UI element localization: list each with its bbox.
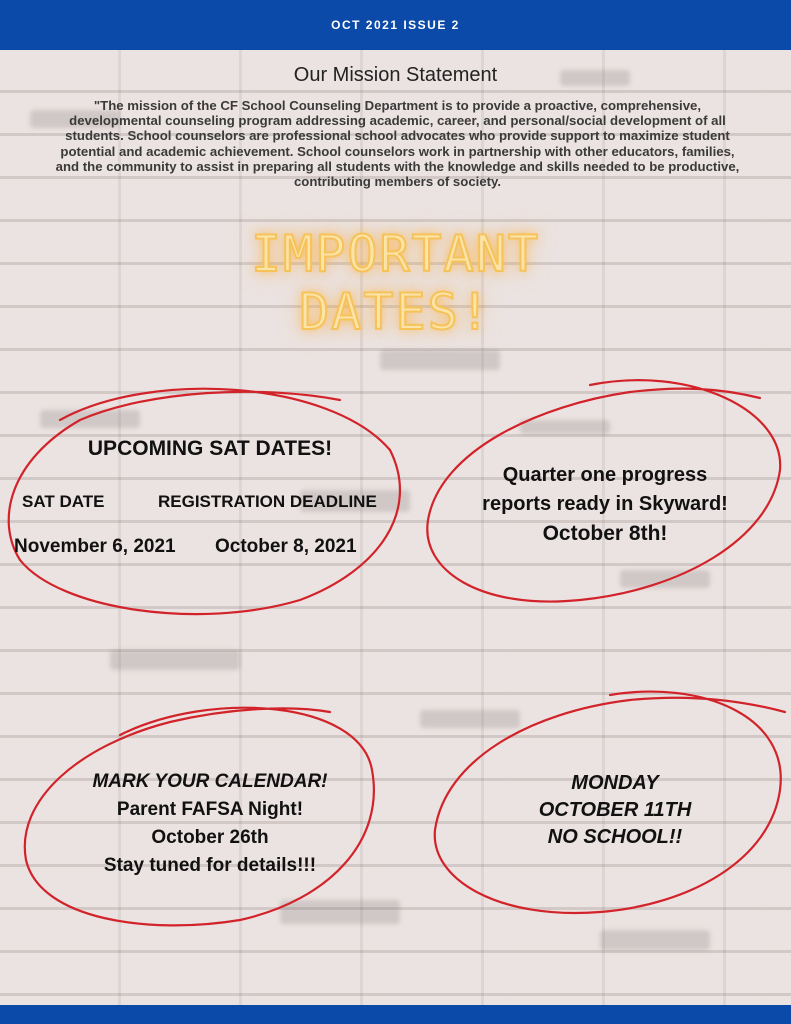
heading-line-1: IMPORTANT	[251, 225, 540, 283]
no-school-note	[470, 770, 760, 851]
sat-date-value: November 6, 2021	[14, 536, 176, 557]
progress-line-1: Quarter one progress	[502, 464, 708, 486]
fafsa-line-4: Stay tuned for details!!!	[103, 855, 317, 876]
registration-deadline-value: October 8, 2021	[215, 536, 357, 557]
progress-line-3: October 8th!	[542, 522, 668, 545]
registration-deadline-header: REGISTRATION DEADLINE	[158, 492, 377, 511]
fafsa-line-2: Parent FAFSA Night!	[116, 799, 304, 820]
progress-reports-note	[470, 461, 740, 548]
fafsa-line-1: MARK YOUR CALENDAR!	[92, 771, 328, 792]
no-school-line-2: OCTOBER 11TH	[538, 799, 692, 821]
no-school-line-1: MONDAY	[571, 772, 659, 794]
mission-text: "The mission of the CF School Counseling Department is to provide a proactive, comprehensive, developmental counseling program addressing academic, career, and personal/social development of all students. School counselors are professional school advocates who provide support to maximize student potential and academic achievement. School counselors work in partnership with other educators, families, and the community to assist in preparing all students with the knowledge and skills needed to be productive, contributing members of society.	[55, 98, 740, 190]
fafsa-note	[60, 768, 360, 880]
progress-line-2: reports ready in Skyward!	[482, 493, 728, 515]
no-school-line-3: NO SCHOOL!!	[547, 826, 683, 848]
issue-label: OCT 2021 ISSUE 2	[331, 18, 460, 32]
fafsa-line-3: October 26th	[151, 827, 269, 848]
mission-title: Our Mission Statement	[293, 64, 498, 86]
sat-date-header: SAT DATE	[22, 492, 105, 511]
sat-title: UPCOMING SAT DATES!	[87, 437, 333, 460]
heading-line-2: DATES!	[299, 283, 492, 341]
footer-bar	[0, 1005, 791, 1024]
